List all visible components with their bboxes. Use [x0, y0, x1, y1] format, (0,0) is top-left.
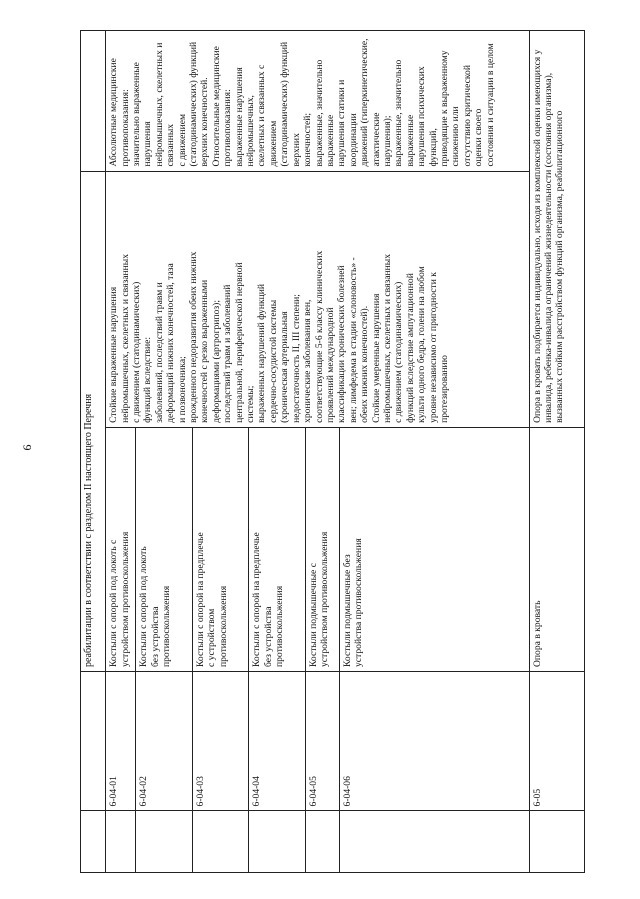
header-cell: реабилитации в соответствии с разделом II настоящего Перечня	[81, 171, 106, 671]
contraindications-cell: Абсолютные медицинские противопоказания: значительно выраженные нарушения нейромышечных, скелетных и связанных с движением (статодинамических) функций верхних конечностей. Относительные медицинские противопоказания: выраженные нарушения нейромышечных, скелетных и связанных с движением (статодинамических) функций верхних конечностей; выраженные, значительно выраженные нарушения статики и координации движений (гиперкинетические, атактические нарушения); выраженные, значительно выраженные нарушения психических функций, приводящие к выраженному снижению или отсутствию критической оценки своего состояния и ситуации в целом	[106, 31, 529, 172]
table-header-row	[81, 31, 106, 873]
item-code: 6-04-04	[249, 672, 305, 811]
item-name: Костыли подмышечные с устройством противоскольжения	[305, 427, 339, 671]
item-code: 6-05	[529, 672, 585, 811]
item-name: Костыли с опорой под локоть без устройства противоскольжения	[136, 427, 192, 671]
item-code: 6-04-03	[192, 672, 248, 811]
item-code: 6-04-01	[106, 672, 136, 811]
rotated-page-content	[80, 30, 585, 873]
table-row-last	[529, 31, 585, 873]
item-code: 6-04-05	[305, 672, 339, 811]
item-name: Опора в кровать	[529, 427, 585, 671]
page-number: 9	[20, 444, 35, 451]
medical-devices-table	[80, 30, 585, 873]
item-name: Костыли подмышечные без устройства противоскольжения	[340, 427, 530, 671]
item-name: Костыли с опорой на предплечье с устройством противоскольжения	[192, 427, 248, 671]
indications-cell: Стойкие выраженные нарушения нейромышечных, скелетных и связанных с движением (статодинамических) функций вследствие: заболеваний, последствий травм и деформаций нижних конечностей, таза и позвоночника; врожденного недоразвития обеих нижних конечностей с резко выраженными деформациями (артрогрипоз); последствий травм и заболеваний центральной, периферической нервной системы; выраженных нарушений функций сердечно-сосудистой системы (хроническая артериальная недостаточность II, III степени; хронические заболевания вен, соответствующие 5-6 классу клинических проявлений международной классификации хронических болезней вен; лимфедема в стадии «слоновость» - обеих нижних конечностей). Стойкие умеренные нарушения нейромышечных, скелетных и связанных с движением (статодинамических) функций вследствие ампутационной культи одного бедра, голени на любом уровне независимо от пригодности к протезированию	[106, 171, 529, 427]
item-code: 6-04-02	[136, 672, 192, 811]
item-note: Опора в кровать подбирается индивидуально, исходя из комплексной оценки имеющихся у инвалида, ребенка-инвалида ограничений жизнедеятельности (состояния организма), вызванных стойким расстройством функций организма, реабилитационного	[529, 31, 585, 428]
item-name: Костыли с опорой под локоть с устройством противоскольжения	[106, 427, 136, 671]
table-row	[106, 31, 136, 873]
item-name: Костыли с опорой на предплечье без устройства противоскольжения	[249, 427, 305, 671]
item-code: 6-04-06	[340, 672, 530, 811]
